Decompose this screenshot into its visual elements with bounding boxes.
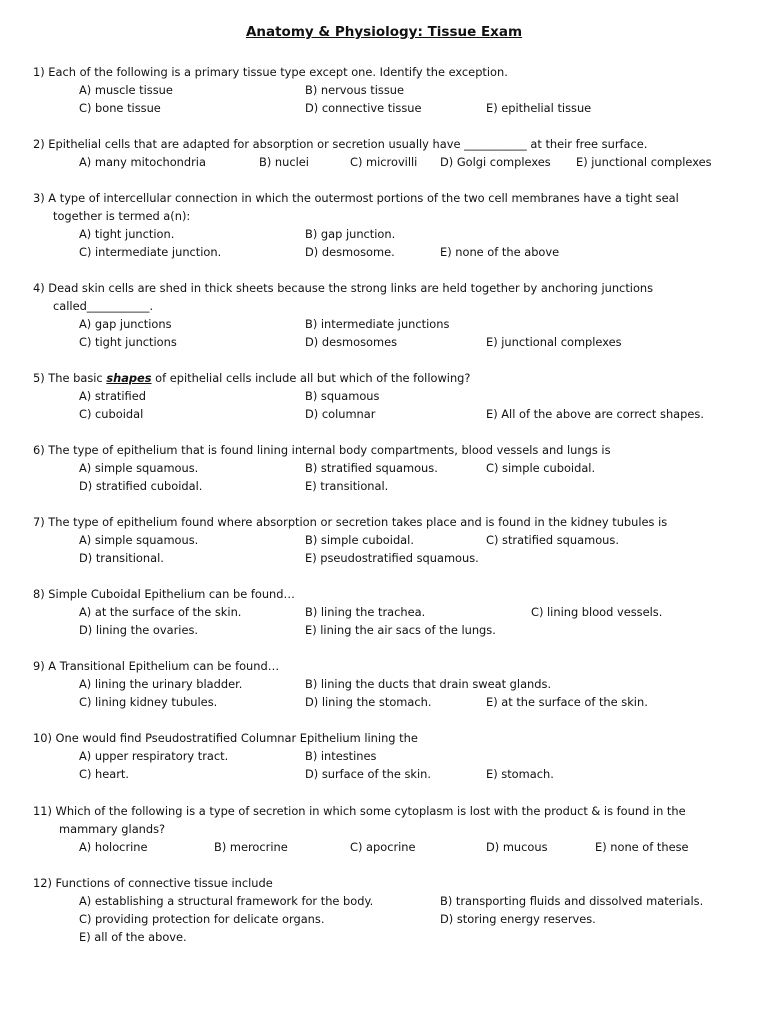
question-3-option-d: D) desmosome. bbox=[305, 245, 395, 259]
question-7-option-d: D) transitional. bbox=[79, 551, 164, 565]
question-5-option-a: A) stratified bbox=[79, 389, 146, 403]
question-5-option-c: C) cuboidal bbox=[79, 407, 144, 421]
question-3-option-c: C) intermediate junction. bbox=[79, 245, 222, 259]
question-2-option-c: C) microvilli bbox=[350, 155, 418, 169]
question-8-text: 8) Simple Cuboidal Epithelium can be found… bbox=[33, 587, 295, 601]
question-12-option-d: D) storing energy reserves. bbox=[440, 912, 596, 926]
question-3-option-b: B) gap junction. bbox=[305, 227, 396, 241]
question-6-text: 6) The type of epithelium that is found lining internal body compartments, blood vessels and lungs is bbox=[33, 443, 611, 457]
question-11-option-c: C) apocrine bbox=[350, 840, 416, 854]
question-8-option-b: B) lining the trachea. bbox=[305, 605, 426, 619]
question-4-option-b: B) intermediate junctions bbox=[305, 317, 450, 331]
question-12-text: 12) Functions of connective tissue include bbox=[33, 876, 273, 890]
question-6-option-d: D) stratified cuboidal. bbox=[79, 479, 203, 493]
question-6-option-e: E) transitional. bbox=[305, 479, 389, 493]
question-12-option-b: B) transporting fluids and dissolved materials. bbox=[440, 894, 704, 908]
question-9-text: 9) A Transitional Epithelium can be found… bbox=[33, 659, 280, 673]
question-4-option-e: E) junctional complexes bbox=[486, 335, 622, 349]
question-7-text: 7) The type of epithelium found where absorption or secretion takes place and is found in the kidney tubules is bbox=[33, 515, 668, 529]
exam-title: Anatomy & Physiology: Tissue Exam bbox=[245, 24, 523, 40]
question-10-option-b: B) intestines bbox=[305, 749, 377, 763]
question-11-option-b: B) merocrine bbox=[214, 840, 288, 854]
question-10-option-c: C) heart. bbox=[79, 767, 129, 781]
question-11-option-e: E) none of these bbox=[595, 840, 689, 854]
question-5-option-e: E) All of the above are correct shapes. bbox=[486, 407, 704, 421]
question-8-option-d: D) lining the ovaries. bbox=[79, 623, 199, 637]
question-12-option-c: C) providing protection for delicate organs. bbox=[79, 912, 325, 926]
question-2-text: 2) Epithelial cells that are adapted for absorption or secretion usually have ___________ at their free surface. bbox=[33, 137, 648, 151]
question-4-text-continued: called___________. bbox=[53, 299, 154, 313]
question-5-text-start: 5) The basic bbox=[33, 371, 107, 385]
question-3-option-e: E) none of the above bbox=[440, 245, 560, 259]
question-5-text-end: of epithelial cells include all but which of the following? bbox=[151, 371, 471, 385]
question-9-option-c: C) lining kidney tubules. bbox=[79, 695, 218, 709]
question-4-option-c: C) tight junctions bbox=[79, 335, 177, 349]
question-2-option-e: E) junctional complexes bbox=[576, 155, 712, 169]
question-2-option-b: B) nuclei bbox=[259, 155, 309, 169]
question-9-option-a: A) lining the urinary bladder. bbox=[79, 677, 243, 691]
question-6-option-b: B) stratified squamous. bbox=[305, 461, 438, 475]
question-11-text: 11) Which of the following is a type of secretion in which some cytoplasm is lost with the product & is found in the bbox=[33, 804, 686, 818]
question-7-option-c: C) stratified squamous. bbox=[486, 533, 619, 547]
question-10-option-a: A) upper respiratory tract. bbox=[79, 749, 229, 763]
question-10-option-e: E) stomach. bbox=[486, 767, 554, 781]
question-5-emphasized-word: shapes bbox=[106, 371, 152, 385]
question-7-option-b: B) simple cuboidal. bbox=[305, 533, 414, 547]
question-3-text: 3) A type of intercellular connection in which the outermost portions of the two cell membranes have a tight seal bbox=[33, 191, 679, 205]
question-9-option-d: D) lining the stomach. bbox=[305, 695, 432, 709]
question-1-option-e: E) epithelial tissue bbox=[486, 101, 592, 115]
question-11-option-a: A) holocrine bbox=[79, 840, 148, 854]
question-6-option-a: A) simple squamous. bbox=[79, 461, 199, 475]
question-8-option-c: C) lining blood vessels. bbox=[531, 605, 663, 619]
question-7-option-a: A) simple squamous. bbox=[79, 533, 199, 547]
question-1-option-d: D) connective tissue bbox=[305, 101, 422, 115]
question-1-option-c: C) bone tissue bbox=[79, 101, 161, 115]
question-11-text-continued: mammary glands? bbox=[59, 822, 166, 836]
question-2-option-d: D) Golgi complexes bbox=[440, 155, 551, 169]
question-12-option-e: E) all of the above. bbox=[79, 930, 187, 944]
question-1-option-a: A) muscle tissue bbox=[79, 83, 173, 97]
question-9-option-e: E) at the surface of the skin. bbox=[486, 695, 648, 709]
question-10-text: 10) One would find Pseudostratified Columnar Epithelium lining the bbox=[33, 731, 418, 745]
question-5-text bbox=[33, 370, 470, 386]
question-7-option-e: E) pseudostratified squamous. bbox=[305, 551, 479, 565]
question-8-option-a: A) at the surface of the skin. bbox=[79, 605, 242, 619]
question-4-text: 4) Dead skin cells are shed in thick sheets because the strong links are held together by anchoring junctions bbox=[33, 281, 654, 295]
question-3-text-continued: together is termed a(n): bbox=[53, 209, 191, 223]
question-4-option-d: D) desmosomes bbox=[305, 335, 398, 349]
question-12-option-a: A) establishing a structural framework for the body. bbox=[79, 894, 374, 908]
question-10-option-d: D) surface of the skin. bbox=[305, 767, 432, 781]
question-3-option-a: A) tight junction. bbox=[79, 227, 175, 241]
question-2-option-a: A) many mitochondria bbox=[79, 155, 206, 169]
question-4-option-a: A) gap junctions bbox=[79, 317, 172, 331]
question-6-option-c: C) simple cuboidal. bbox=[486, 461, 596, 475]
question-9-option-b: B) lining the ducts that drain sweat glands. bbox=[305, 677, 552, 691]
question-5-option-b: B) squamous bbox=[305, 389, 380, 403]
question-5-option-d: D) columnar bbox=[305, 407, 376, 421]
question-1-option-b: B) nervous tissue bbox=[305, 83, 405, 97]
question-1-text: 1) Each of the following is a primary tissue type except one. Identify the exception. bbox=[33, 65, 508, 79]
question-11-option-d: D) mucous bbox=[486, 840, 548, 854]
question-8-option-e: E) lining the air sacs of the lungs. bbox=[305, 623, 496, 637]
